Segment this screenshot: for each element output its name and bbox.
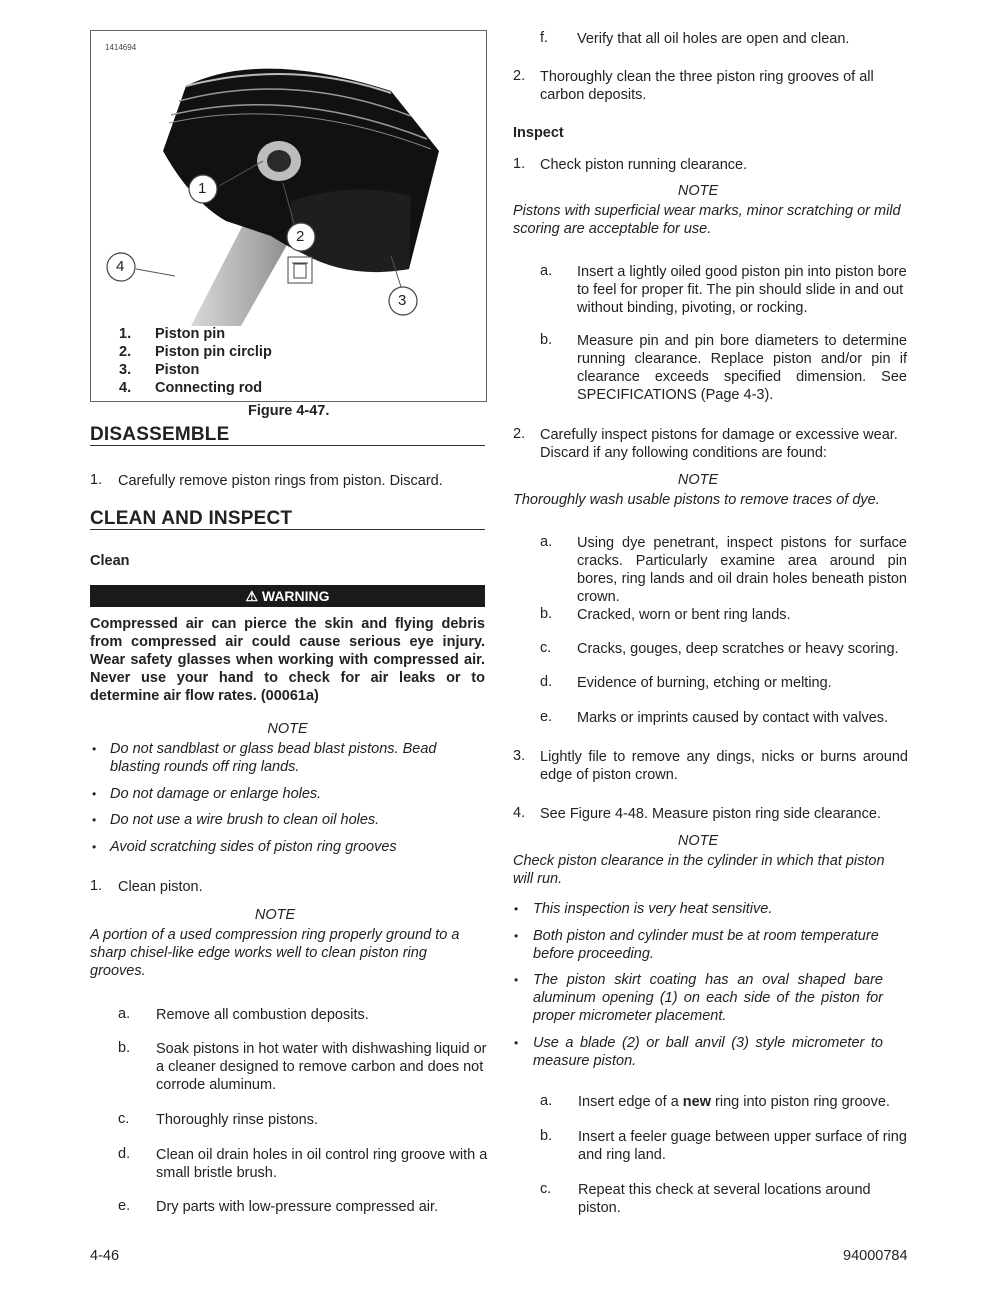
inspect-substep-2a: Using dye penetrant, inspect pistons for surface cracks. Particularly examine area around pin bores, ring lands and oil drain holes beneath piston crown. <box>577 535 907 605</box>
bullet-icon: • <box>92 813 97 827</box>
note-5-bullet-1: This inspection is very heat sensitive. <box>533 901 773 917</box>
substep-label: a. <box>540 263 553 279</box>
substep-label: c. <box>540 640 552 656</box>
inspect-substep-4b: Insert a feeler guage between upper surface of ring and ring land. <box>578 1129 907 1163</box>
piston-illustration <box>91 31 486 331</box>
bullet-icon: • <box>92 787 97 801</box>
legend-num-2: 2. <box>119 344 132 360</box>
heading-rule <box>90 445 485 446</box>
callout-2: 2 <box>296 228 305 245</box>
substep-label: a. <box>118 1006 131 1022</box>
inspect-step-4: See Figure 4-48. Measure piston ring side clearance. <box>540 806 881 822</box>
inspect-substep-2e: Marks or imprints caused by contact with valves. <box>577 710 889 726</box>
legend-text-3: Piston <box>155 362 200 378</box>
warning-banner: ⚠ WARNING <box>90 585 485 607</box>
bullet-icon: • <box>514 902 519 916</box>
substep-label: c. <box>118 1111 130 1127</box>
bullet-icon: • <box>514 973 519 987</box>
substep-label: b. <box>540 332 553 348</box>
note-bullet-4: Avoid scratching sides of piston ring grooves <box>110 839 397 855</box>
note-5-bullet-3: The piston skirt coating has an oval shaped bare aluminum opening (1) on each side of the piston for proper micrometer placement. <box>533 972 883 1024</box>
note-5-bullet-2: Both piston and cylinder must be at room temperature before proceeding. <box>533 928 879 962</box>
inspect-substep-2d: Evidence of burning, etching or melting. <box>577 675 832 691</box>
substep-label: c. <box>540 1181 552 1197</box>
clean-substep-a: Remove all combustion deposits. <box>156 1007 369 1023</box>
disassemble-heading: DISASSEMBLE <box>90 424 230 445</box>
note-heading: NOTE <box>677 472 719 488</box>
step-number: 1. <box>90 878 103 894</box>
clean-inspect-heading: CLEAN AND INSPECT <box>90 508 293 529</box>
legend-text-2: Piston pin circlip <box>155 344 272 360</box>
substep-label: e. <box>540 709 553 725</box>
note-heading: NOTE <box>254 907 296 923</box>
bullet-icon: • <box>92 742 97 756</box>
note-3-text: Pistons with superficial wear marks, minor scratching or mild scoring are acceptable for use. <box>513 203 901 237</box>
clean-substep-b: Soak pistons in hot water with dishwashing liquid or a cleaner designed to remove carbon and does not corrode aluminum. <box>156 1041 487 1093</box>
inspect-step-2: Carefully inspect pistons for damage or excessive wear. Discard if any following conditions are found: <box>540 427 898 461</box>
note-heading: NOTE <box>267 721 308 737</box>
substep-label: d. <box>118 1146 131 1162</box>
inspect-subheading: Inspect <box>513 125 564 141</box>
step-number: 2. <box>513 426 526 442</box>
inspect-substep-4c: Repeat this check at several locations around piston. <box>578 1182 871 1216</box>
note-bullet-3: Do not use a wire brush to clean oil holes. <box>110 812 380 828</box>
note-5-text: Check piston clearance in the cylinder in which that piston will run. <box>513 853 885 887</box>
disassemble-step-1: Carefully remove piston rings from piston. Discard. <box>118 473 443 489</box>
bullet-icon: • <box>514 929 519 943</box>
figure-caption: Figure 4-47. <box>248 403 330 419</box>
legend-num-3: 3. <box>119 362 132 378</box>
step-number: 3. <box>513 748 526 764</box>
clean-substep-c: Thoroughly rinse pistons. <box>156 1112 318 1128</box>
figure-4-47 <box>90 30 487 402</box>
inspect-substep-1b: Measure pin and pin bore diameters to determine running clearance. Replace piston and/or pin if clearance exceeds specified dimension. See SPECIFICATIONS (Page 4-3). <box>577 333 907 403</box>
page-number: 4-46 <box>90 1248 120 1264</box>
legend-num-1: 1. <box>119 326 132 342</box>
step-number: 1. <box>513 156 526 172</box>
warning-text: Compressed air can pierce the skin and flying debris from compressed air could cause serious eye injury. Wear safety glasses when working with compressed air. Never use your hand to check for air leaks or to determine air flow rates. (00061a) <box>90 616 485 704</box>
substep-label: a. <box>540 1093 553 1109</box>
inspect-step-1: Check piston running clearance. <box>540 157 748 173</box>
document-number: 94000784 <box>843 1248 908 1264</box>
bullet-icon: • <box>514 1036 519 1050</box>
note-heading: NOTE <box>677 833 719 849</box>
legend-text-1: Piston pin <box>155 326 226 342</box>
inspect-substep-2c: Cracks, gouges, deep scratches or heavy scoring. <box>577 641 899 657</box>
note-bullet-1: Do not sandblast or glass bead blast pistons. Bead blasting rounds off ring lands. <box>110 741 437 775</box>
callout-4: 4 <box>116 258 125 275</box>
clean-substep-d: Clean oil drain holes in oil control ring groove with a small bristle brush. <box>156 1147 488 1181</box>
heading-rule <box>90 529 485 530</box>
substep-label: b. <box>540 606 553 622</box>
substep-label: a. <box>540 534 553 550</box>
substep-label: f. <box>540 30 549 46</box>
clean-substep-f: Verify that all oil holes are open and clean. <box>577 31 850 47</box>
note-5-bullet-4: Use a blade (2) or ball anvil (3) style micrometer to measure piston. <box>533 1035 883 1069</box>
inspect-substep-2b: Cracked, worn or bent ring lands. <box>577 607 791 623</box>
note-4-text: Thoroughly wash usable pistons to remove traces of dye. <box>513 492 880 508</box>
clean-step-2: Thoroughly clean the three piston ring grooves of all carbon deposits. <box>540 69 874 103</box>
legend-text-4: Connecting rod <box>155 380 263 396</box>
emphasis-new: new <box>682 1094 711 1110</box>
inspect-step-3: Lightly file to remove any dings, nicks or burns around edge of piston crown. <box>540 749 908 783</box>
callout-3: 3 <box>398 292 407 309</box>
bullet-icon: • <box>92 840 97 854</box>
substep-label: b. <box>540 1128 553 1144</box>
step-number: 2. <box>513 68 526 84</box>
note-heading: NOTE <box>677 183 719 199</box>
substep-label: b. <box>118 1040 131 1056</box>
clean-subheading: Clean <box>90 553 130 569</box>
legend-num-4: 4. <box>119 380 132 396</box>
note-2-text: A portion of a used compression ring properly ground to a sharp chisel-like edge works well to clean piston ring grooves. <box>90 927 460 979</box>
step-number: 4. <box>513 805 526 821</box>
inspect-substep-4a: Insert edge of a new ring into piston ring groove. <box>578 1094 890 1110</box>
step-number: 1. <box>90 472 103 488</box>
substep-label: e. <box>118 1198 131 1214</box>
clean-substep-e: Dry parts with low-pressure compressed air. <box>156 1199 439 1215</box>
figure-id-label: 1414694 <box>105 43 137 52</box>
note-bullet-2: Do not damage or enlarge holes. <box>110 786 322 802</box>
substep-label: d. <box>540 674 553 690</box>
inspect-substep-1a: Insert a lightly oiled good piston pin into piston bore to feel for proper fit. The pin should slide in and out without binding, pivoting, or rocking. <box>577 264 907 316</box>
clean-step-1: Clean piston. <box>118 879 203 895</box>
callout-1: 1 <box>198 180 207 197</box>
